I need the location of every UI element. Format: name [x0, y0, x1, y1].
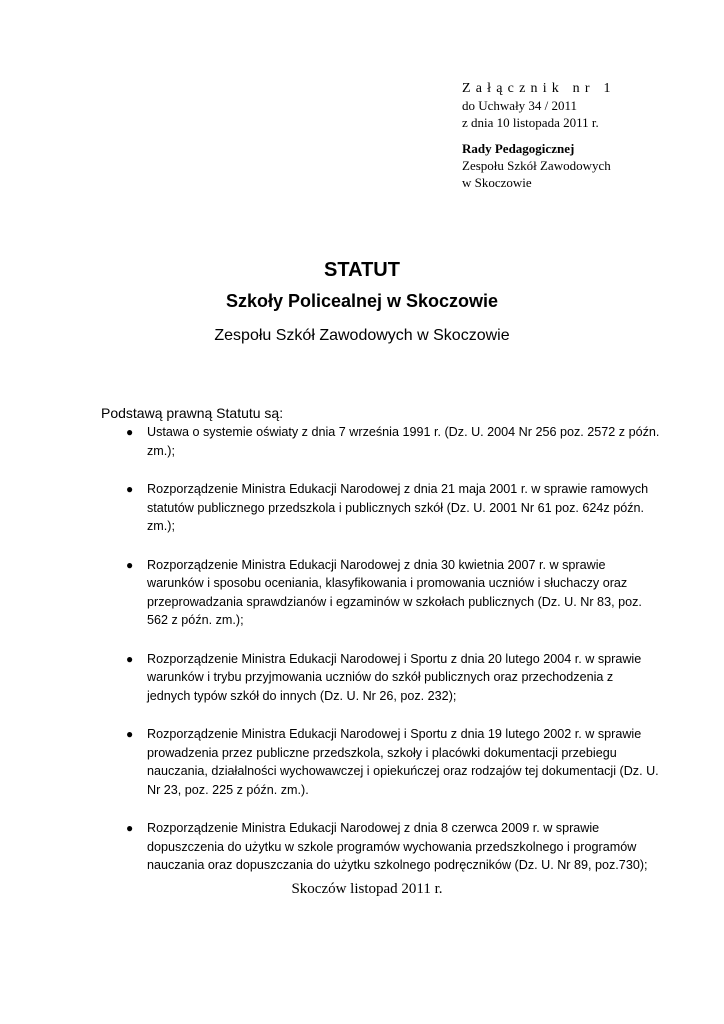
- legal-basis-heading: Podstawą prawną Statutu są:: [101, 405, 284, 421]
- list-item: [100, 480, 660, 536]
- bullet-icon: ●: [126, 557, 134, 572]
- list-item-text: Rozporządzenie Ministra Edukacji Narodowej i Sportu z dnia 19 lutego 2002 r. w sprawie prowadzenia przez publiczne przedszkola, szkoły i placówki dokumentacji przebiegu nauczania, działalności wychowawczej i opiekuńczej oraz rodzajów tej dokumentacji (Dz. U. Nr 23, poz. 225 z późn. zm.).: [147, 727, 659, 797]
- bullet-icon: ●: [126, 425, 134, 439]
- bullet-icon: ●: [126, 482, 134, 496]
- list-item: [100, 423, 660, 460]
- list-item-text: Ustawa o systemie oświaty z dnia 7 września 1991 r. (Dz. U. 2004 Nr 256 poz. 2572 z późn. zm.);: [147, 425, 660, 458]
- document-subtitle: Szkoły Policealnej w Skoczowie: [225, 291, 499, 311]
- list-item-text: Rozporządzenie Ministra Edukacji Narodowej z dnia 21 maja 2001 r. w sprawie ramowych statutów publicznego przedszkola i publicznych szkół (Dz. U. 2001 Nr 61 poz. 624z późn. zm.);: [147, 482, 649, 533]
- bullet-icon: ●: [126, 651, 134, 666]
- resolution-date: z dnia 10 listopada 2011 r.: [462, 115, 599, 130]
- list-item: [100, 556, 660, 630]
- list-item: [100, 725, 660, 799]
- attachment-header: [462, 80, 702, 191]
- list-item-text: Rozporządzenie Ministra Edukacji Narodowej z dnia 8 czerwca 2009 r. w sprawie dopuszczenia do użytku w szkole programów wychowania przedszkolnego i programów nauczania oraz dopuszczania do użytku szkolnego podręczników (Dz. U. Nr 89, poz.730);: [147, 821, 648, 872]
- bullet-icon: ●: [126, 727, 134, 741]
- list-item: [100, 819, 660, 875]
- attachment-title: Załącznik nr 1: [462, 81, 616, 96]
- document-subtitle-2: Zespołu Szkół Zawodowych w Skoczowie: [214, 327, 510, 344]
- resolution-number: do Uchwały 34 / 2011: [462, 98, 578, 113]
- document-title: STATUT: [324, 259, 400, 281]
- place-and-date: Skoczów listopad 2011 r.: [291, 881, 443, 897]
- list-item: [100, 650, 660, 706]
- bullet-icon: ●: [126, 821, 134, 835]
- legal-basis-list: [100, 423, 660, 895]
- list-item-text: Rozporządzenie Ministra Edukacji Narodowej z dnia 30 kwietnia 2007 r. w sprawie warunków i sposobu oceniania, klasyfikowania i promowania uczniów i słuchaczy oraz przeprowadzania sprawdzianów i egzaminów w szkołach publicznych (Dz. U. Nr 83, poz. 562 z późn. zm.);: [147, 557, 642, 627]
- school-complex-name: Zespołu Szkół Zawodowych: [462, 158, 611, 173]
- list-item-text: Rozporządzenie Ministra Edukacji Narodowej i Sportu z dnia 20 lutego 2004 r. w sprawie warunków i trybu przyjmowania uczniów do szkół publicznych oraz przechodzenia z jednych typów szkół do innych (Dz. U. Nr 26, poz. 232);: [147, 651, 642, 703]
- council-name: Rady Pedagogicznej: [462, 141, 575, 156]
- school-location: w Skoczowie: [462, 175, 532, 190]
